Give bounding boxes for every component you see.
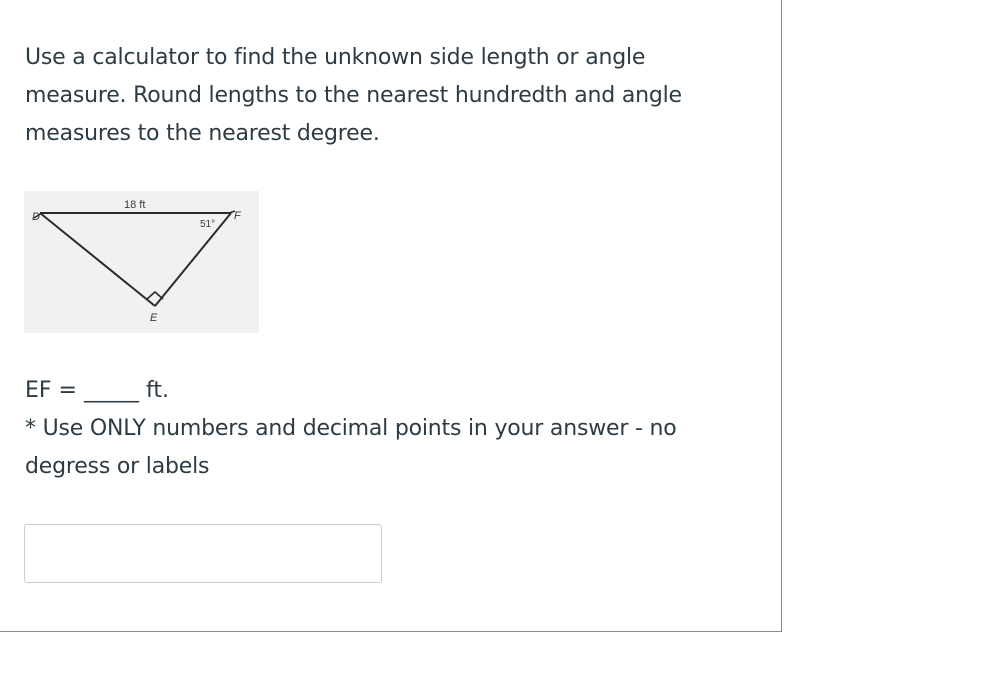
side-df-label: 18 ft	[124, 199, 146, 211]
question-prompt: Use a calculator to find the unknown side length or angle measure. Round lengths to the nearest hundredth and angle measures to the nearest degree.	[25, 45, 682, 146]
answer-note: * Use ONLY numbers and decimal points in your answer - no degress or labels	[25, 416, 677, 479]
side-ef	[155, 213, 231, 306]
right-angle-marker	[147, 292, 163, 299]
answer-input[interactable]	[24, 524, 382, 583]
answer-prefix: EF = _____ ft.	[25, 378, 169, 403]
vertex-f-label: F	[234, 210, 241, 222]
vertex-d-label: D	[32, 211, 40, 223]
triangle-diagram	[24, 191, 259, 333]
vertex-e-label: E	[150, 312, 158, 324]
angle-f-label: 51°	[200, 219, 216, 230]
triangle-figure	[24, 191, 259, 333]
side-de	[40, 213, 155, 306]
